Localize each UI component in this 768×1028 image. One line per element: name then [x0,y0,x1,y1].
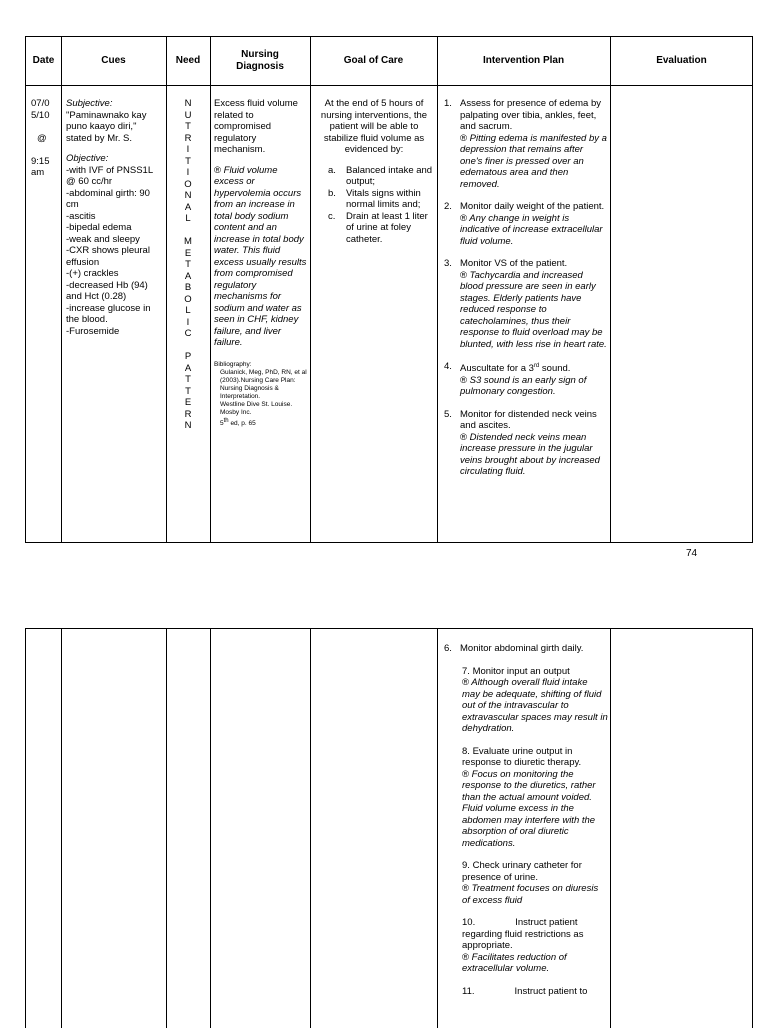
subjective-label: Subjective: [66,98,113,109]
intervention-cell-continued [444,643,608,1008]
rationale-text: Pitting edema is manifested by a depression that remains after one's finer is pressed over an edematous area and then removed. [460,132,607,190]
intervention-rationale [460,270,608,351]
rationale-text: Although overall fluid intake may be adequate, shifting of fluid out of the intravascular to extravascular spaces may result in dehydration. [462,677,608,734]
intervention-number: 9. [462,860,470,871]
intervention-number: 10. [462,917,476,928]
page-number: 74 [686,548,698,559]
rationale-text: Treatment focuses on diuresis of excess fluid [462,883,599,906]
cues-cell [66,98,164,337]
need-letter: A [184,270,192,282]
intervention-item [444,860,608,906]
date-line: 9:15 [31,155,50,167]
rationale-icon: ® [462,951,469,963]
intervention-number: 1. [444,98,452,109]
need-letter: I [186,167,190,178]
goal-item [328,188,434,211]
goal-item-text: Balanced intake and output; [346,164,433,187]
rationale-icon: ® [462,768,469,780]
goal-intro: At the end of 5 hours of nursing interventions, the patient will be able to stabilize fluid volume as evidenced by: [320,98,428,155]
need-letter: C [184,328,192,339]
date-line: 5/10 [31,109,50,121]
subjective-text: "Paminawnako kay puno kaayo diri," stated by Mr. S. [66,109,147,144]
intervention-rationale [462,769,608,850]
intervention-text: Instruct patient regarding fluid restrictions as appropriate. [462,917,584,951]
intervention-rationale [462,677,608,735]
need-letter: I [186,316,190,328]
need-letter: T [185,121,191,132]
need-letter: L [185,213,191,224]
diagnosis-cell [214,98,308,428]
header-need: Need [175,55,201,66]
intervention-item [444,986,608,998]
rationale-text: Tachycardia and increased blood pressure are seen in early stages. Elderly patients have reduced response to catecholamines, thus their response to fluid overload may be blunted, with less rise in heart rate. [460,269,607,350]
header-date: Date [32,55,55,66]
date-line: 07/0 [31,98,50,109]
objective-item: -abdominal girth: 90 cm [66,187,150,210]
header-cues: Cues [101,55,126,66]
intervention-text: Monitor abdominal girth daily. [460,643,584,654]
objective-item: -with IVF of PNSS1L @ 60 cc/hr [66,164,153,187]
objective-item: -increase glucose in the blood. [66,302,151,325]
need-letter: O [184,178,192,190]
rationale-icon: ® [462,677,469,688]
intervention-text: Auscultate for a 3rd sound. [460,363,571,375]
header-evaluation: Evaluation [656,55,707,66]
need-letter: N [184,98,192,109]
need-letter: U [184,109,192,121]
need-letter: M [184,236,192,247]
intervention-rationale [462,952,608,975]
goal-item-marker: a. [328,164,336,176]
date-line: @ [37,132,47,144]
goal-item [328,165,434,188]
intervention-rationale [462,883,608,906]
need-letter: P [184,351,192,362]
bibliography-line: 5th ed, p. 65 [220,417,256,427]
diagnosis-rationale [214,165,308,349]
intervention-text: Monitor VS of the patient. [460,258,568,269]
goal-item-text: Drain at least 1 liter of urine at foley catheter. [346,210,428,245]
intervention-number: 11. [462,985,475,997]
intervention-rationale [460,213,608,248]
diagnosis-text: Excess fluid volume related to compromised regulatory mechanism. [214,98,298,155]
care-plan-table-page2 [25,628,753,1028]
intervention-cell [444,98,608,489]
date-cell [31,98,59,179]
objective-item: -(+) crackles [66,268,119,279]
need-letter [166,340,210,352]
rationale-text: Facilitates reduction of extracellular volume. [462,951,567,974]
rationale-icon: ® [460,269,467,281]
intervention-number: 3. [444,258,452,269]
intervention-number: 2. [444,201,452,212]
need-letter: E [184,247,192,259]
intervention-item [444,746,608,850]
need-letter: T [185,385,191,397]
rationale-text: Distended neck veins mean increase pressure in the jugular veins brought about by increased circulating fluid. [460,431,600,478]
rationale-text: Fluid volume excess or hypervolemia occurs from an increase in total body sodium content and an increase in total body water. This fluid excess usually results from compromised regulatory mechanisms for sodium and water as seen in CHF, kidney failure, and liver failure. [214,164,307,348]
intervention-text: Monitor for distended neck veins and ascites. [460,408,597,432]
intervention-item [444,98,608,190]
objective-item: -decreased Hb (94) and Hct (0.28) [66,279,148,302]
intervention-number: 4. [444,361,452,372]
care-plan-table-page1 [25,36,753,543]
intervention-text: Evaluate urine output in response to diuretic therapy. [462,745,582,768]
intervention-item [444,361,608,398]
intervention-item [444,917,608,975]
intervention-item [444,409,608,478]
need-letter: E [184,397,192,408]
bibliography-line: Gulanick, Meg, PhD, RN, et al (2003).Nursing Care Plan: Nursing Diagnosis & Interpretation. [220,368,307,400]
goal-cell [314,98,434,245]
intervention-rationale [460,133,608,191]
need-letter: R [184,132,192,144]
need-letter: I [186,144,190,155]
intervention-number: 7. [462,665,470,677]
goal-item-text: Vitals signs within normal limits and; [346,187,421,210]
rationale-icon: ® [460,132,467,144]
objective-item: -CXR shows pleural effusion [66,245,150,268]
intervention-number: 5. [444,408,452,420]
need-cell [166,98,210,432]
rationale-text: S3 sound is an early sign of pulmonary congestion. [460,374,587,398]
bibliography-line: Westline Dive St. Louise. Mosby Inc. [220,400,293,416]
intervention-rationale [460,375,608,398]
intervention-rationale [460,432,608,478]
need-letter: R [184,408,192,420]
need-letter: T [185,374,191,385]
rationale-icon: ® [460,431,467,443]
need-letter: B [184,282,192,293]
need-letter: O [184,293,192,305]
need-letter: N [184,190,192,201]
header-goal-of-care: Goal of Care [343,55,404,66]
goal-item-marker: b. [328,187,336,199]
intervention-number: 8. [462,745,470,757]
goal-item [328,211,434,246]
header-nursing-diagnosis: Nursing Diagnosis [236,49,284,72]
objective-item: -ascitis [66,210,96,222]
date-line: am [31,167,45,178]
objective-item: -weak and sleepy [66,233,140,245]
intervention-item [444,666,608,735]
need-letter: A [184,201,192,213]
objective-label: Objective: [66,153,109,164]
need-letter: L [185,305,191,316]
intervention-item [444,258,608,350]
bibliography [214,361,308,428]
rationale-icon: ® [214,164,221,176]
need-letter: N [184,420,192,431]
rationale-icon: ® [460,212,467,224]
rationale-text: Any change in weight is indicative of increase extracellular fluid volume. [460,212,603,247]
need-letter: A [184,362,192,374]
need-letter: T [185,155,191,167]
need-letter [166,225,210,237]
intervention-text: Assess for presence of edema by palpating over tibia, ankles, feet, and sacrum. [460,98,601,132]
rationale-text: Focus on monitoring the response to the diuretics, rather than the actual amount voided. Fluid volume excess in the abdomen may interfere with the absorption of oral diuretic medications. [462,768,596,849]
intervention-item [444,643,608,655]
goal-item-marker: c. [328,210,336,222]
rationale-icon: ® [460,374,467,386]
intervention-text: Instruct patient to [514,985,588,997]
need-letter: T [185,259,191,270]
bibliography-line: Bibliography: [214,360,252,368]
objective-item: -bipedal edema [66,222,132,233]
intervention-text: Monitor daily weight of the patient. [460,201,605,212]
intervention-text: Monitor input an output [472,665,570,677]
intervention-item [444,201,608,247]
intervention-text: Check urinary catheter for presence of urine. [462,860,582,883]
rationale-icon: ® [462,883,469,894]
intervention-number: 6. [444,643,452,654]
header-intervention-plan: Intervention Plan [482,55,565,66]
objective-item: -Furosemide [66,325,120,337]
